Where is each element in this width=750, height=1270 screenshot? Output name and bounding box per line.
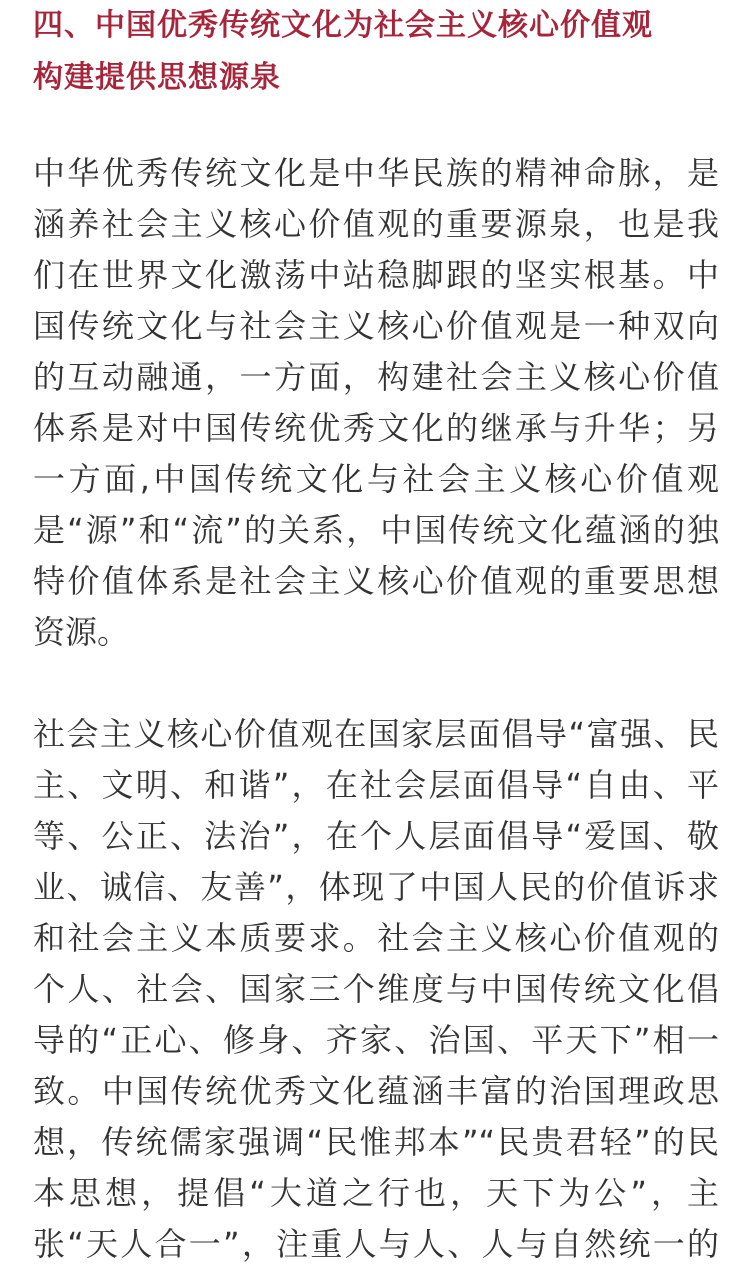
heading-line: 构建提供思想源泉 <box>33 60 281 95</box>
section-heading <box>33 0 719 104</box>
text-line: 涵养社会主义核心价值观的重要源泉，也是我 <box>33 205 719 243</box>
text-line: 国传统文化与社会主义核心价值观是一种双向 <box>33 307 719 345</box>
text-line: 资源。 <box>33 613 130 651</box>
paragraph-2 <box>33 709 719 1270</box>
text-line: 特价值体系是社会主义核心价值观的重要思想 <box>33 562 719 600</box>
text-line: 本思想，提倡“大道之行也，天下为公”，主 <box>33 1174 719 1212</box>
text-line: 社会主义核心价值观在国家层面倡导“富强、民 <box>33 715 719 753</box>
text-line: 等、公正、法治”，在个人层面倡导“爱国、敬 <box>33 817 719 855</box>
text-line: 个人、社会、国家三个维度与中国传统文化倡 <box>33 970 719 1008</box>
article-body <box>33 0 719 1270</box>
paragraph-1 <box>33 148 719 658</box>
text-line: 导的“正心、修身、齐家、治国、平天下”相一 <box>33 1021 719 1059</box>
heading-line: 四、中国优秀传统文化为社会主义核心价值观 <box>33 8 653 43</box>
text-line: 们在世界文化激荡中站稳脚跟的坚实根基。中 <box>33 256 719 294</box>
text-line: 和社会主义本质要求。社会主义核心价值观的 <box>33 919 719 957</box>
text-line: 是“源”和“流”的关系，中国传统文化蕴涵的独 <box>33 511 719 549</box>
text-line: 想，传统儒家强调“民惟邦本”“民贵君轻”的民 <box>33 1123 719 1161</box>
text-line: 体系是对中国传统优秀文化的继承与升华；另 <box>33 409 719 447</box>
text-line: 致。中国传统优秀文化蕴涵丰富的治国理政思 <box>33 1072 719 1110</box>
text-line: 业、诚信、友善”，体现了中国人民的价值诉求 <box>33 868 719 906</box>
text-line: 中华优秀传统文化是中华民族的精神命脉，是 <box>33 154 719 192</box>
text-line: 主、文明、和谐”，在社会层面倡导“自由、平 <box>33 766 719 804</box>
text-line: 一方面,中国传统文化与社会主义核心价值观 <box>33 460 719 498</box>
text-line: 张“天人合一”，注重人与人、人与自然统一的 <box>33 1225 719 1263</box>
text-line: 的互动融通，一方面，构建社会主义核心价值 <box>33 358 719 396</box>
